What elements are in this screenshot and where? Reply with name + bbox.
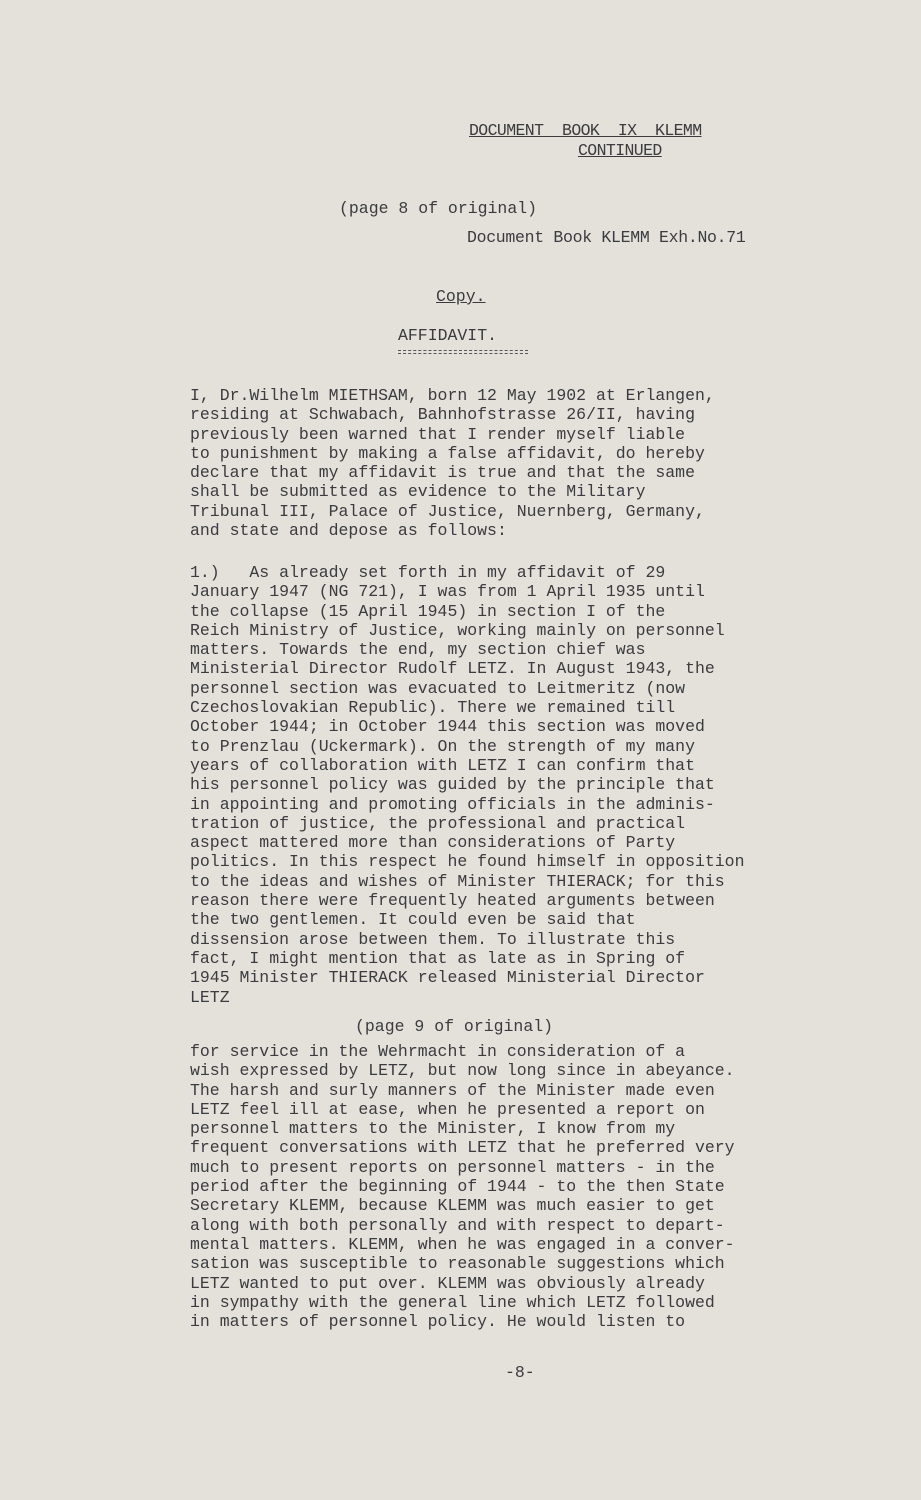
text-line: wish expressed by LETZ, but now long since in abeyance.	[190, 1061, 735, 1081]
text-line: residing at Schwabach, Bahnhofstrasse 26/II, having	[190, 405, 695, 425]
text-line: and state and depose as follows:	[190, 521, 507, 541]
page-number: -8-	[505, 1363, 535, 1382]
text-line: October 1944; in October 1944 this section was moved	[190, 717, 705, 737]
text-line: to the ideas and wishes of Minister THIERACK; for this	[190, 871, 725, 891]
text-line: declare that my affidavit is true and that the same	[190, 463, 695, 483]
text-line: reason there were frequently heated arguments between	[190, 891, 715, 911]
title-underline-1	[398, 350, 528, 351]
text-line: period after the beginning of 1944 - to the then State	[190, 1177, 725, 1197]
text-line: years of collaboration with LETZ I can confirm that	[190, 755, 695, 775]
paragraph-2	[190, 1042, 735, 1331]
text-line: Secretary KLEMM, because KLEMM was much easier to get	[190, 1196, 715, 1216]
text-line: to punishment by making a false affidavit, do hereby	[190, 443, 705, 463]
header-line-2: CONTINUED	[578, 141, 662, 160]
text-line: 1945 Minister THIERACK released Ministerial Director	[190, 968, 705, 988]
text-line: I, Dr.Wilhelm MIETHSAM, born 12 May 1902 at Erlangen,	[190, 386, 715, 405]
title-underline-2	[398, 353, 528, 354]
text-line: Ministerial Director Rudolf LETZ. In August 1943, the	[190, 659, 715, 679]
text-line: January 1947 (NG 721), I was from 1 April 1935 until	[190, 582, 705, 602]
text-line: Czechoslovakian Republic). There we remained till	[190, 698, 676, 718]
text-line: LETZ wanted to put over. KLEMM was obviously already	[190, 1273, 705, 1293]
text-line: LETZ	[190, 987, 230, 1007]
text-line: The harsh and surly manners of the Minister made even	[190, 1080, 715, 1100]
text-line: LETZ feel ill at ease, when he presented a report on	[190, 1099, 705, 1119]
text-line: much to present reports on personnel matters - in the	[190, 1157, 715, 1177]
paragraph-1	[190, 563, 745, 1007]
text-line: in sympathy with the general line which LETZ followed	[190, 1292, 715, 1312]
text-line: sation was susceptible to reasonable suggestions which	[190, 1254, 725, 1274]
text-line: dissension arose between them. To illustrate this	[190, 929, 676, 949]
text-line: frequent conversations with LETZ that he preferred very	[190, 1138, 735, 1158]
text-line: matters. Towards the end, my section chief was	[190, 640, 646, 660]
text-line: Reich Ministry of Justice, working mainly on personnel	[190, 620, 725, 640]
text-line: aspect mattered more than considerations of Party	[190, 833, 676, 853]
affidavit-title: AFFIDAVIT.	[398, 326, 498, 345]
text-line: fact, I might mention that as late as in Spring of	[190, 948, 686, 968]
text-line: personnel matters to the Minister, I know from my	[190, 1119, 676, 1139]
text-line: politics. In this respect he found himself in opposition	[190, 852, 745, 872]
text-line: previously been warned that I render myself liable	[190, 424, 686, 444]
text-line: tration of justice, the professional and practical	[190, 813, 686, 833]
text-line: 1.) As already set forth in my affidavit of 29	[190, 563, 666, 582]
text-line: shall be submitted as evidence to the Military	[190, 482, 646, 502]
text-line: mental matters. KLEMM, when he was engaged in a conver-	[190, 1234, 735, 1254]
text-line: personnel section was evacuated to Leitmeritz (now	[190, 678, 686, 698]
page-reference-mid: (page 9 of original)	[355, 1017, 554, 1036]
header-line-1: DOCUMENT BOOK IX KLEMM	[469, 121, 702, 140]
text-line: for service in the Wehrmacht in consideration of a	[190, 1042, 686, 1061]
page-reference-top: (page 8 of original)	[339, 199, 538, 218]
copy-label: Copy.	[436, 287, 486, 306]
text-line: his personnel policy was guided by the principle that	[190, 775, 715, 795]
document-reference: Document Book KLEMM Exh.No.71	[467, 228, 746, 247]
text-line: the collapse (15 April 1945) in section I of the	[190, 601, 666, 621]
text-line: Tribunal III, Palace of Justice, Nuernberg, Germany,	[190, 501, 705, 521]
text-line: to Prenzlau (Uckermark). On the strength of my many	[190, 736, 695, 756]
intro-paragraph	[190, 386, 715, 540]
text-line: along with both personally and with respect to depart-	[190, 1215, 725, 1235]
text-line: in matters of personnel policy. He would listen to	[190, 1312, 686, 1332]
text-line: the two gentlemen. It could even be said that	[190, 910, 636, 930]
text-line: in appointing and promoting officials in the adminis-	[190, 794, 715, 814]
